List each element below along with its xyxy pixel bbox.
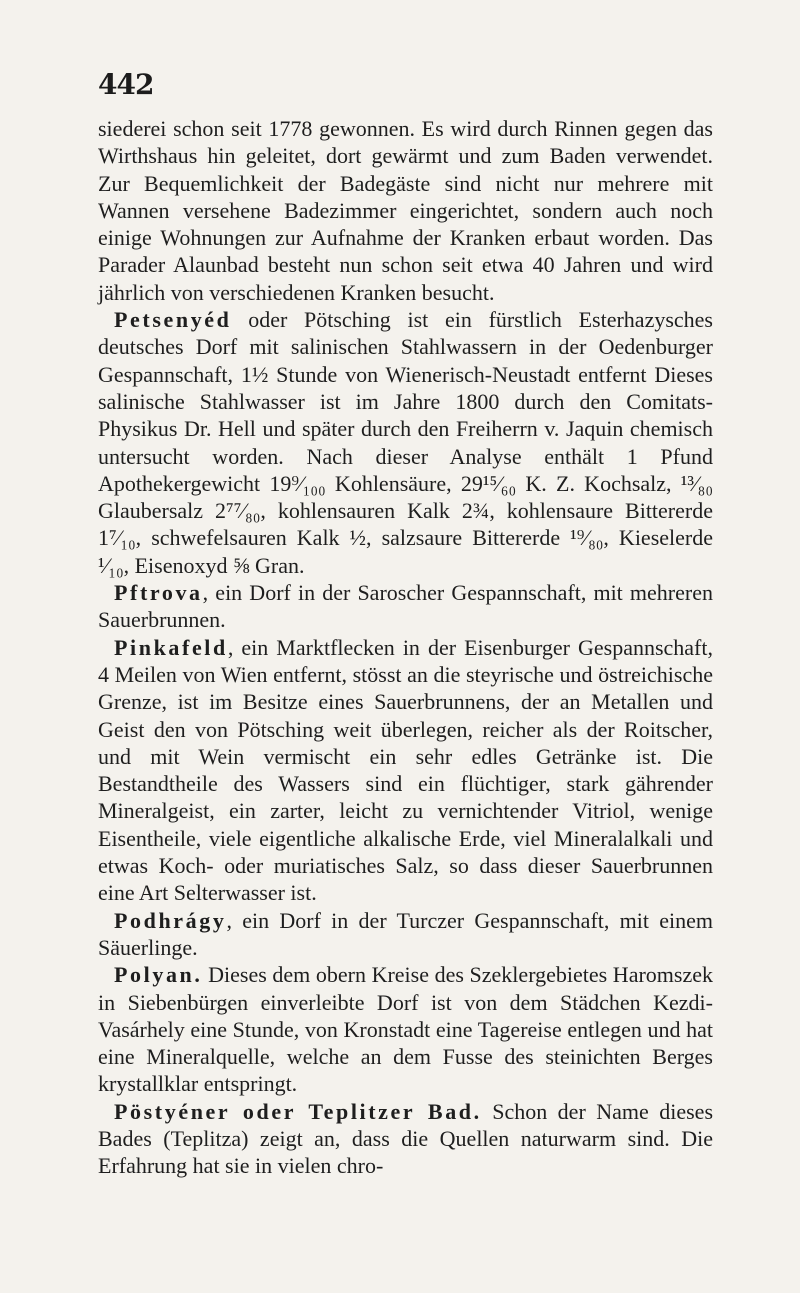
entry-heading: Pftrova	[114, 580, 203, 606]
entry-pftrova	[98, 579, 713, 634]
entry-text: , ein Marktflecken in der Eisenburger Gespannschaft, 4 Meilen von Wien entfernt, stösst an die steyrische und östreichische Grenze, ist im Besitze eines Sauerbrunnens, der an Metallen und Geist den von Pötsching weit überlegen, reicher als der Roitscher, und mit Wein vermischt ein sehr edles Getränke ist. Die Bestandtheile des Wassers sind ein flüchtiger, stark gährender Mineralgeist, ein zarter, leicht zu vernichtender Vitriol, wenige Eisentheile, viele eigentliche alkalische Erde, viel Mineralalkali und etwas Koch- oder muriatisches Salz, so dass dieser Sauerbrunnen eine Art Selterwasser ist.	[98, 634, 713, 906]
entry-pinkafeld	[98, 634, 713, 907]
page-number: 442	[98, 68, 154, 101]
entry-text: Schon der Name dieses Bades (Teplitza) zeigt an, dass die Quellen naturwarm sind. Die Erfahrung hat sie in vielen chro-	[98, 1098, 714, 1179]
entry-heading: Petsenyéd	[114, 307, 232, 333]
entry-polyan	[98, 961, 713, 1097]
entry-heading: Pinkafeld	[114, 634, 228, 660]
paragraph-alaunbad	[98, 115, 713, 306]
entry-text: , ein Dorf in der Saroscher Gespannschaft, mit mehreren Sauerbrunnen.	[98, 580, 713, 633]
entry-text: oder Pötsching ist ein fürstlich Esterhazysches deutsches Dorf mit salinischen Stahlwassern in der Oedenburger Gespannschaft, 1½ Stunde von Wienerisch-Neustadt entfernt Dieses salinische Stahlwasser ist im Jahre 1800 durch den Comitats-Physikus Dr. Hell und später durch den Freiherrn v. Jaquin chemisch untersucht worden. Nach dieser Analyse enthält 1 Pfund Apothekergewicht 19⁹⁄₁₀₀ Kohlensäure, 29¹⁵⁄₆₀ K. Z. Kochsalz, ¹³⁄₈₀ Glaubersalz 2⁷⁷⁄₈₀, kohlensauren Kalk 2¾, kohlensaure Bittererde 1⁷⁄₁₀, schwefelsauren Kalk ½, salzsaure Bittererde ¹⁹⁄₈₀, Kieselerde ¹⁄₁₀, Eisenoxyd ⅝ Gran.	[98, 307, 713, 578]
entry-heading: Polyan.	[114, 962, 203, 988]
entry-petsenyed	[98, 306, 713, 579]
entry-text: Dieses dem obern Kreise des Szeklergebietes Haromszek in Siebenbürgen einverleibte Dorf ist von dem Städchen Kezdi-Vasárhely eine Stunde, von Kronstadt eine Tagereise entlegen und hat eine Mineralquelle, welche an dem Fusse des steinichten Berges krystallklar entspringt.	[98, 962, 713, 1097]
entry-heading: Pöstyéner oder Teplitzer Bad.	[114, 1098, 482, 1124]
paragraph-text: siederei schon seit 1778 gewonnen. Es wird durch Rinnen gegen das Wirthshaus hin geleitet, dort gewärmt und zum Baden verwendet. Zur Bequemlichkeit der Badegäste sind nicht nur mehrere mit Wannen versehene Badezimmer eingerichtet, sondern auch noch einige Wohnungen zur Aufnahme der Kranken erbaut worden. Das Parader Alaunbad besteht nun schon seit etwa 40 Jahren und wird jährlich von verschiedenen Kranken besucht.	[98, 116, 713, 305]
entry-heading: Podhrágy	[114, 907, 227, 933]
entry-podhragy	[98, 907, 713, 962]
page-text	[98, 115, 713, 1180]
entry-text: , ein Dorf in der Turczer Gespannschaft, mit einem Säuerlinge.	[98, 907, 713, 960]
entry-postyen	[98, 1098, 713, 1180]
